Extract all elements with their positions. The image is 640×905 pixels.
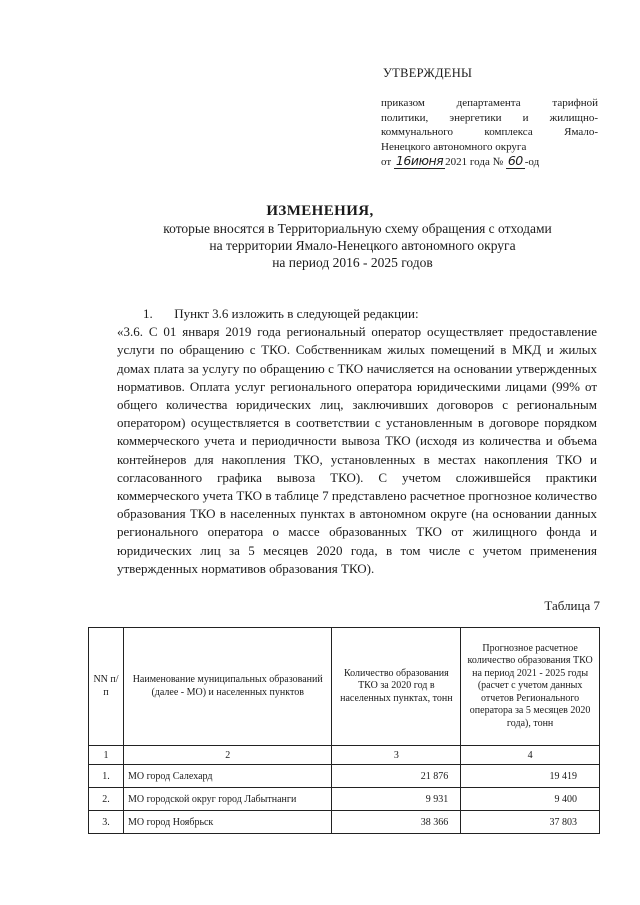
index-cell: 2 <box>123 746 332 765</box>
order-line-2: политики, энергетики и жилищно- <box>381 111 598 124</box>
row-nn: 3. <box>89 811 124 834</box>
table-row <box>89 765 600 788</box>
row-name: МО городской округ город Лабытнанги <box>123 788 332 811</box>
approval-order-text <box>381 96 598 154</box>
document-title: ИЗМЕНЕНИЯ, <box>266 203 374 219</box>
list-item <box>117 305 597 323</box>
row-quantity-2020: 21 876 <box>332 765 461 788</box>
row-name: МО город Ноябрьск <box>123 811 332 834</box>
body-paragraph: «3.6. С 01 января 2019 года региональный оператор осуществляет предоставление услуги по обращению с ТКО. Собственникам жилых помещений в МКД и жилых домах плата за услугу по обращению с ТКО начисляется на основании утвержденных нормативов. Оплата услуг регионального оператора юридическими лицами (99% от общего количества юридических лиц, заключивших договоров с региональным оператором) осуществляется в соответствии с установленным в договоре порядком коммерческого учета и периодичности вывоза ТКО (исходя из количества и объема контейнеров для накопления ТКО, установленных в местах накопления ТКО и согласованного графика вывоза ТКО). С учетом сложившейся практики коммерческого учета ТКО в таблице 7 представлено расчетное прогнозное количество образования ТКО в населенных пунктах в автономном округе (на основании данных регионального оператора о массе образованных ТКО от жилищного фонда и юридических лиц за 5 месяцев 2020 года, в том числе с учетом применения утвержденных нормативов образования ТКО). <box>117 324 597 576</box>
header-quantity-2020: Количество образования ТКО за 2020 год в населенных пунктах, тонн <box>332 628 461 746</box>
index-cell: 1 <box>89 746 124 765</box>
order-date-line <box>381 153 601 168</box>
order-line-4: Ненецкого автономного округа <box>381 140 527 153</box>
row-forecast: 19 419 <box>461 765 600 788</box>
index-cell: 4 <box>461 746 600 765</box>
table-row <box>89 788 600 811</box>
item-text: Пункт 3.6 изложить в следующей редакции: <box>174 306 419 321</box>
row-nn: 2. <box>89 788 124 811</box>
order-line-1: приказом департамента тарифной <box>381 97 598 109</box>
subtitle-line-2: на территории Ямало-Ненецкого автономного округа <box>209 238 516 253</box>
row-name: МО город Салехард <box>123 765 332 788</box>
handwritten-date: 16июня <box>395 153 444 168</box>
document-subtitle <box>0 220 640 271</box>
row-quantity-2020: 9 931 <box>332 788 461 811</box>
handwritten-order-number: 60 <box>507 153 523 168</box>
table-header-row <box>89 628 600 746</box>
row-quantity-2020: 38 366 <box>332 811 461 834</box>
date-prefix: от <box>381 156 392 168</box>
table-row <box>89 811 600 834</box>
table-caption: Таблица 7 <box>544 598 600 613</box>
header-nn: NN п/п <box>89 628 124 746</box>
document-body <box>117 305 597 578</box>
table-index-row <box>89 746 600 765</box>
header-name: Наименование муниципальных образований (далее - МО) и населенных пунктов <box>123 628 332 746</box>
waste-table <box>88 627 600 834</box>
date-suffix: 2021 года № <box>445 156 504 168</box>
subtitle-line-3: на период 2016 - 2025 годов <box>272 255 433 270</box>
order-line-3: коммунального комплекса Ямало- <box>381 126 598 138</box>
approval-heading: УТВЕРЖДЕНЫ <box>383 66 473 80</box>
subtitle-line-1: которые вносятся в Территориальную схему обращения с отходами <box>163 221 552 236</box>
row-forecast: 9 400 <box>461 788 600 811</box>
header-forecast: Прогнозное расчетное количество образования ТКО на период 2021 - 2025 годы (расчет с учетом данных отчетов Регионального оператора за 5 месяцев 2020 года), тонн <box>461 628 600 746</box>
row-forecast: 37 803 <box>461 811 600 834</box>
number-suffix: -од <box>524 156 540 168</box>
item-number: 1. <box>143 306 153 321</box>
index-cell: 3 <box>332 746 461 765</box>
row-nn: 1. <box>89 765 124 788</box>
